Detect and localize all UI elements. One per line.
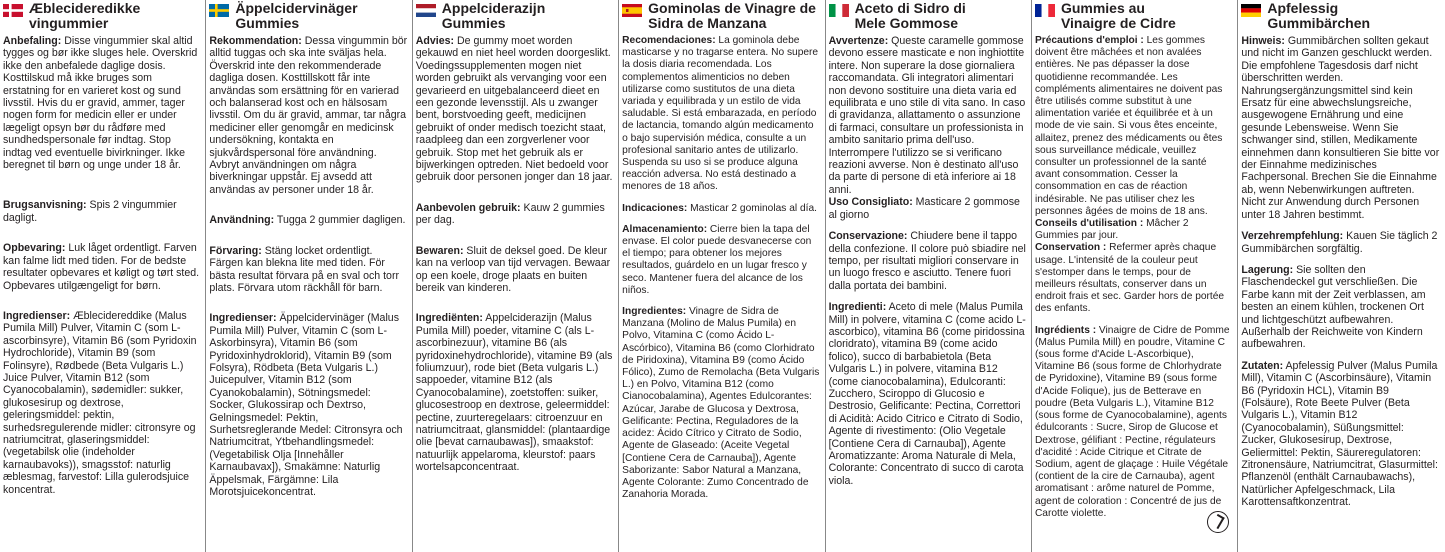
section-usage: Aanbevolen gebruik: Kauw 2 gummies per dag. (415, 201, 605, 227)
section-recommendation: Recomendaciones: La gominola debe masticarse y no tragarse entera. No supere la dosis diaria recomendada. Los complementos alimenticios no deben utilizarse como sustitutos de una dieta variada y equilibrada y un estilo de vida saludable. Si está embarazada, en período de lactancia, tomando algún medicamento o bajo supervisión médica, consulte a un profesional sanitario antes de utilizarlo. Suspenda su uso si se produce alguna reacción adversa. No está destinado a menores de 18 años. (622, 35, 819, 193)
sweden-flag-icon (209, 4, 229, 17)
section-storage: Almacenamiento: Cierre bien la tapa del envase. El color puede desvanecerse con el tiempo; para obtener los mejores resultados, guárdelo en un lugar fresco y seco. Mantener fuera del alcance de los niños. (622, 223, 812, 296)
section-recommendation: Anbefaling: Disse vingummier skal altid tygges og bør ikke sluges hele. Overskrid ikke den anbefalede daglige dosis. Kosttilskud må ikke bruges som erstatning for en varieret kost og sund livsstil. Hvis du er gravid, ammer, tager nogen form for medicin eller er under lægeligt opsyn bør du rådføre med sundhedspersonale før indtag. Stop indtag ved eventuelle bivirkninger. Ikke beregnet til børn og unge under 18 år. (3, 35, 198, 172)
column-french (1032, 0, 1238, 552)
column-title: Æblecideredikke vingummier (29, 0, 141, 31)
section-ingredients: Zutaten: Apfelessig Pulver (Malus Pumila Mill), Vitamin C (Ascorbinsäure), Vitamin B6 (Pyridoxin HCL), Vitamin B9 (Folsäure), Rote Beete Pulver (Beta Vulgaris L.), Vitamin B12 (Cyanocobalamin), Süßungsmittel: Zucker, Glukosesirup, Dextrose, Geliermittel: Pektin, Säureregulatoren: Zitronensäure, Natriumcitrat, Glasurmittel: Pflanzenöl (enthält Carnaubawachs), Natürlicher Apfelgeschmack, Lila Karottensaftkonzentrat. (1241, 359, 1438, 509)
section-usage: Conseils d'utilisation : Mâcher 2 Gummies par jour. (1034, 218, 1189, 242)
column-title: Apfelessig Gummibärchen (1267, 0, 1371, 31)
column-danish (0, 0, 206, 552)
section-storage: Conservation : Refermer après chaque usage. L'intensité de la couleur peut s'estomper dans le temps, pour de meilleurs résultats, conserver dans un endroit frais et sec. Garder hors de portée des enfants. (1034, 242, 1225, 315)
column-header (829, 0, 1027, 35)
section-storage: Lagerung: Sie sollten den Flaschendeckel gut verschließen. Die Farbe kann mit der Zeit verblassen, am besten an einem kühlen, trockenen Ort und lichtgeschützt aufbewahren. Außerhalb der Reichweite von Kindern aufbewahren. (1241, 263, 1426, 351)
column-title: Gominolas de Vinagre de Sidra de Manzana (648, 0, 816, 31)
section-usage: Brugsanvisning: Spis 2 vingummier dagligt. (3, 199, 177, 224)
section-ingredients: Ingredientes: Vinagre de Sidra de Manzana (Molino de Malus Pumila) en Polvo, Vitamina C (como Ácido L-Ascórbico), Vitamina B6 (como Clorhidrato de Piridoxina), Vitamina B9 (como Ácido Fólico), Zumo de Remolacha (Beta Vulgaris L.) en Polvo, Vitamina B12 (como Cianocobalamina), Agentes Edulcorantes: Azúcar, Jarabe de Glucosa y Dextrosa, Gelificante: Pectina, Reguladores de la acidez: Ácido Cítrico y Citrato de Sodio, Agente de Glaseado: (Aceite Vegetal [Contiene Cera de Carnauba]), Agente Saborizante: Sabor Natural a Manzana, Agente Colorante: Zumo Concentrado de Zanahoria Morada. (622, 306, 820, 501)
column-header (209, 0, 407, 35)
column-italian (826, 0, 1032, 552)
netherlands-flag-icon (416, 4, 436, 17)
section-storage: Bewaren: Sluit de deksel goed. De kleur kan na verloop van tijd vervagen. Bewaar op een koele, droge plaats en buiten bereik van kinderen. (415, 244, 611, 294)
section-ingredients: Ingredienser: Äppelcidervinäger (Malus Pumila Mill) Pulver, Vitamin C (som L-Askorbinsyra), Vitamin B6 (som Pyridoxinhydroklorid), Vitamin B9 (som Folsyra), Rödbeta (Beta Vulgaris L.) Juicepulver, Vitamin B12 (som Cyanokobalamin), Sötningsmedel: Socker, Glukossirap och Dextrso, Gelningsmedel: Pektin, Surhetsreglerande Medel: Citronsyra och Natriumcitrat, Ytbehandlingsmedel: (Vegetabilisk Olja [Innehåller Karnaubavax]), Smakämne: Naturlig Äppelsmak, Färgämne: Lila Morotsjuicekoncentrat. (209, 312, 403, 498)
section-storage: Conservazione: Chiudere bene il tappo della confezione. Il colore può sbiadire nel tempo, per risultati migliori conservare in un luogo fresco e asciutto. Tenere fuori dalla portata dei bambini. (828, 230, 1026, 292)
column-title: Äppelcidervinäger Gummies (235, 0, 358, 31)
section-usage: Uso Consigliato: Masticare 2 gommose al giorno (828, 196, 1020, 221)
section-ingredients: Ingredienti: Aceto di mele (Malus Pumila Mill) in polvere, vitamina C (come acido L-ascorbico), vitamina B6 (come piridossina cloridrato), vitamina B9 (come acido folico), succo di barbabietola (Beta Vulgaris L.) in polvere, vitamina B12 (come cianocobalamina), Edulcoranti: Zucchero, Sciroppo di Glucosio e Destrosio, Gelificante: Pectina, Correttori di Acidità: Acido Citrico e Citrato di Sodio, Agente di rivestimento: (Olio Vegetale [Contiene Cera di Carnauba]), Agente Aromatizzante: Aroma Naturale di Mela, Colorante: Concentrato di succo di carota viola. (828, 301, 1026, 487)
section-storage: Förvaring: Stäng locket ordentligt. Färgen kan blekna lite med tiden. För bästa resultat förvara på en sval och torr plats. Förvara utom räckhåll för barn. (209, 244, 399, 294)
italy-flag-icon (829, 4, 849, 17)
column-header (1241, 0, 1440, 35)
column-header (1035, 0, 1233, 35)
column-title: Aceto di Sidro di Mele Gommose (854, 0, 966, 31)
denmark-flag-icon (3, 4, 23, 17)
section-storage: Opbevaring: Luk låget ordentligt. Farven kan falme lidt med tiden. For de bedste resultater opbevares et køligt og tørt sted. Opbevares utilgængeligt for børn. (3, 242, 200, 292)
spain-flag-icon (622, 4, 642, 17)
column-header (416, 0, 614, 35)
section-recommendation: Advies: De gummy moet worden gekauwd en niet heel worden doorgeslikt. Voedingssupplementen mogen niet worden gebruikt als vervanging voor een gevarieerd en uitgebalanceerd dieet en een gezonde levensstijl. Als u zwanger bent, borstvoeding geeft, medicijnen gebruikt of onder medisch toezicht staat, raadpleeg dan een zorgverlener voor gebruik. Stop met het gebruik als er bijwerkingen optreden. Niet bedoeld voor gebruik door personen jonger dan 18 jaar. (415, 35, 613, 184)
section-recommendation: Précautions d'emploi : Les gommes doivent être mâchées et non avalées entières. Ne pas dépasser la dose quotidienne recommandée. Les compléments alimentaires ne doivent pas être utilisés comme substitut à une alimentation variée et équilibrée et à un mode de vie sain. Si vous êtes enceinte, allaitez, prenez des médicaments ou êtes sous surveillance médicale, veuillez consulter un professionnel de la santé avant consommation. Cesser la consommation en cas de réaction indésirable. Ne pas utiliser chez les personnes âgées de moins de 18 ans. (1034, 35, 1223, 217)
section-recommendation: Rekommendation: Dessa vingummin bör alltid tuggas och ska inte sväljas hela. Överskrid inte den rekommenderade dagliga dosen. Kosttillskott får inte användas som ersättning för en varierad och balanserad kost och en hälsosam livsstil. Om du är gravid, ammar, tar några mediciner eller genomgår en medicinsk undersökning, kontakta en sjukvårdspersonal före användning. Avbryt användningen om några biverkningar uppstår. Ej avsedd att användas av personer under 18 år. (209, 35, 408, 196)
recycle-icon (1207, 511, 1229, 533)
section-usage: Verzehrempfehlung: Kauen Sie täglich 2 Gummibärchen sorgfältig. (1241, 230, 1438, 255)
france-flag-icon (1035, 4, 1055, 17)
section-recommendation: Hinweis: Gummibärchen sollten gekaut und nicht im Ganzen geschluckt werden. Die empfohlene Tagesdosis darf nicht überschritten werden. Nahrungsergänzungsmittel sind kein Ersatz für eine abwechslungsreiche, ausgewogene Ernährung und eine gesunde Lebensweise. Wenn Sie schwanger sind, stillen, Medikamente einnehmen dann konsultieren Sie bitte vor der Einnahme medizinisches Fachpersonal. Brechen Sie die Einnahme ab, wenn Nebenwirkungen auftreten. Nicht zur Anwendung durch Personen unter 18 Jahren bestimmt. (1241, 35, 1440, 221)
germany-flag-icon (1241, 4, 1261, 17)
section-ingredients: Ingredienser: Æblecidereddike (Malus Pumila Mill) Pulver, Vitamin C (som L-ascorbinsyre), Vitamin B6 (som Pyridoxin Hydrochloride), Vitamin B9 (som Folinsyre), Rødbede (Beta Vulgaris L.) Juice Pulver, Vitamin B12 (som Cyanocobalamin), sødemidler: sukker, glukosesirup og dextrose, geleringsmiddel: pektin, surhedsregulerende midler: citronsyre og natriumcitrat, glaseringsmiddel: (vegetabilsk olie (indeholder karnaubavoks)), smagsstof: naturlig æblesmag, farvestof: Lilla gulerodsjuice koncentrat. (3, 309, 197, 496)
column-header (622, 0, 820, 35)
column-swedish (206, 0, 412, 552)
section-usage: Användning: Tugga 2 gummier dagligen. (209, 214, 406, 227)
section-usage: Indicaciones: Masticar 2 gominolas al día. (622, 202, 817, 214)
section-recommendation: Avvertenze: Queste caramelle gommose devono essere masticate e non inghiottite intere. Non superare la dose giornaliera raccomandata. Gli integratori alimentari non devono sostituire una dieta varia ed equilibrata e uno stile di vita sano. In caso di gravidanza, allattamento o assunzione di farmaci, consultare un professionista in ambito sanitario prima dell'uso. Interrompere l'utilizzo se si verificano reazioni avverse. Non è destinato all'uso da parte di persone di età inferiore ai 18 anni. (828, 35, 1026, 196)
section-ingredients: Ingrediënten: Appelciderazijn (Malus Pumila Mill) poeder, vitamine C (als L-ascorbinezuur), vitamine B6 (als pyridoxinehydrochloride), vitamine B9 (als foliumzuur), rode biet (Beta vulgaris L.) sappoeder, vitamine B12 (als Cyanocobalamine), zoetstoffen: suiker, glucosestroop en dextrose, geleermiddel: pectine, zuurteregelaars: citroenzuur en natriumcitraat, glansmiddel: (plantaardige olie [bevat carnaubawas]), smaakstof: natuurlijk appelaroma, kleurstof: paars wortelsapconcentraat. (415, 312, 613, 474)
section-ingredients: Ingrédients : Vinaigre de Cidre de Pomme (Malus Pumila Mill) en poudre, Vitamine C (sous forme d'Acide L-Ascorbique), Vitamine B6 (sous forme de Chlorhydrate de Pyridoxine), Vitamine B9 (sous forme d'Acide Folique), jus de Betterave en poudre (Beta Vulgaris L.), Vitamine B12 (sous forme de Cyanocobalamine), agents édulcorants : Sucre, Sirop de Glucose et Dextrose, gélifiant : Pectine, régulateurs d'acidité : Acide Citrique et Citrate de Sodium, agent de glaçage : Huile Végétale (contient de la cire de Carnauba), agent aromatisant : arôme naturel de Pomme, agent de coloration : Concentré de jus de Carotte violette. (1034, 324, 1230, 519)
column-spanish (619, 0, 825, 552)
column-dutch (413, 0, 619, 552)
column-title: Gummies au Vinaigre de Cidre (1060, 0, 1176, 31)
column-title: Appelciderazijn Gummies (441, 0, 546, 31)
column-german (1238, 0, 1444, 552)
column-header (3, 0, 201, 35)
